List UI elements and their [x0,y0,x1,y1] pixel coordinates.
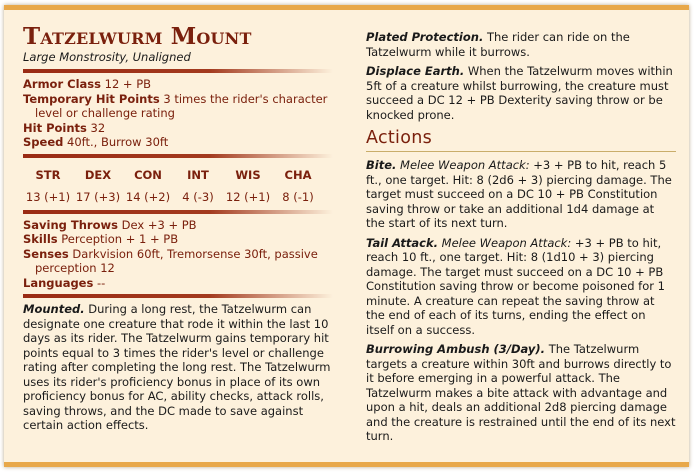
actions-heading: Actions [366,128,433,148]
divider [23,294,333,298]
trait-text: When the Tatzelwurm moves within 5ft of a creature whilst burrowing, the creature must succeed a DC 12 + PB Dexterity saving throw or be knocked prone. [366,64,673,122]
trait-name: Plated Protection. [366,30,484,44]
hit-points-label: Hit Points [23,120,87,135]
temporary-hit-points-value: 3 times the rider's character level or challenge rating [35,91,328,120]
divider [23,154,333,158]
ability-cha [273,168,323,204]
skills [23,232,333,247]
action-name: Tail Attack. [366,235,438,250]
action-type: Melee Weapon Attack: [400,158,530,172]
trait-name: Displace Earth. [366,64,465,78]
action-burrowing-ambush [366,342,676,444]
right-column [366,30,676,449]
languages-label: Languages [23,275,94,290]
divider [23,210,333,214]
ability-name: CON [134,167,162,182]
action-type: Melee Weapon Attack: [441,235,572,250]
ability-con [123,168,173,204]
skills-label: Skills [23,232,58,246]
saving-throws-label: Saving Throws [23,217,118,232]
basic-stats [23,77,333,150]
trait-text: The rider can ride on the Tatzelwurm while it burrows. [366,30,630,59]
hit-points [23,121,333,136]
trait-mounted [23,302,333,433]
skills-value: Perception + 1 + PB [61,232,179,246]
languages [23,276,333,291]
languages-value: -- [97,275,106,290]
ability-score: 13 (+1) [25,189,71,204]
trait-plated-protection [366,30,676,59]
ability-name: STR [35,167,61,182]
saving-throws [23,218,333,233]
action-tail-attack [366,236,676,338]
action-name: Burrowing Ambush (3/Day). [366,342,546,356]
senses [23,247,333,276]
ability-score: 14 (+2) [125,189,171,204]
speed [23,135,333,150]
ability-name: WIS [235,167,261,182]
ability-dex [73,168,123,204]
stat-block-card [4,5,689,467]
ability-wis [223,168,273,204]
hit-points-value: 32 [90,120,106,135]
actions-divider [366,151,676,152]
armor-class-value: 12 + PB [104,77,152,91]
trait-displace-earth [366,64,676,122]
saving-throws-value: Dex +3 + PB [121,217,197,232]
ability-name: CHA [284,167,312,182]
ability-scores [23,168,323,204]
detail-stats [23,218,333,291]
action-text: The Tatzelwurm targets a creature within 30ft and burrows directly to it before emerging in a powerful attack. The Tatzelwurm makes a bite attack with advantage and upon a hit, deals an additional 2d8 piercing damage and the creature is restrained until the end of its next turn. [366,342,676,443]
speed-label: Speed [23,135,64,149]
action-text: +3 + PB to hit, reach 5 ft., one target. Hit: 8 (2d6 + 3) piercing damage. The target must succeed on a DC 10 + PB Constitution saving throw or take an additional 1d4 damage at the start of its next turn. [366,158,672,230]
ability-name: DEX [84,167,112,182]
ability-score: 17 (+3) [75,189,121,204]
armor-class [23,77,333,92]
temporary-hit-points-label: Temporary Hit Points [23,91,160,106]
divider [23,69,333,73]
ability-name: INT [187,167,209,182]
action-bite [366,158,676,231]
armor-class-label: Armor Class [23,77,101,91]
monster-subtitle: Large Monstrosity, Unaligned [23,50,191,64]
ability-score: 12 (+1) [225,189,271,204]
action-text: +3 + PB to hit, reach 10 ft., one target. Hit: 8 (1d10 + 3) piercing damage. The target must succeed on a DC 10 + PB Constitution saving throw or become poisoned for 1 minute. A creature can repeat the saving throw at the end of each of its turns, ending the effect on itself on a success. [366,235,665,337]
senses-label: Senses [23,246,69,261]
monster-name: Tatzelwurm Mount [23,23,252,50]
senses-value: Darkvision 60ft, Tremorsense 30ft, passive perception 12 [35,246,318,275]
action-name: Bite. [366,158,397,172]
trait-text: During a long rest, the Tatzelwurm can designate one creature that rode it within the last 10 days as its rider. The Tatzelwurm gains temporary hit points equal to 3 times the rider's level or challenge rating after completing the long rest. The Tatzelwurm uses its rider's proficiency bonus in place of its own proficiency bonus for AC, ability checks, attack rolls, saving throws, and the DC made to save against certain action effects. [23,302,331,432]
ability-score: 4 (-3) [182,189,214,204]
left-column [23,24,333,438]
ability-str [23,168,73,204]
trait-name: Mounted. [23,302,85,316]
temporary-hit-points [23,92,333,121]
ability-int [173,168,223,204]
speed-value: 40ft., Burrow 30ft [67,135,169,149]
ability-score: 8 (-1) [282,189,314,204]
